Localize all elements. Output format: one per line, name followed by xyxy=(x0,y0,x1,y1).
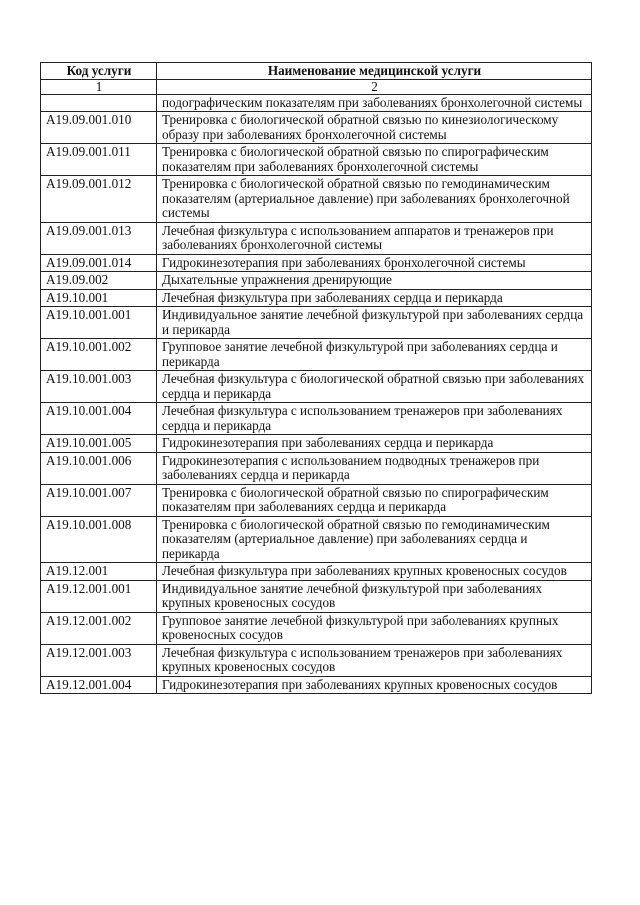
service-name: Тренировка с биологической обратной связью по спирографическим показателям при заболеваниях сердца и перикарда xyxy=(157,484,592,516)
service-code: A19.10.001.004 xyxy=(41,403,157,435)
service-name: Гидрокинезотерапия при заболеваниях сердца и перикарда xyxy=(157,435,592,453)
service-name: подографическим показателям при заболеваниях бронхолегочной системы xyxy=(157,94,592,112)
table-row xyxy=(41,339,592,371)
table-row xyxy=(41,176,592,223)
table-row xyxy=(41,272,592,290)
service-code: A19.09.001.010 xyxy=(41,112,157,144)
service-name: Гидрокинезотерапия при заболеваниях крупных кровеносных сосудов xyxy=(157,676,592,694)
service-name: Гидрокинезотерапия с использованием подводных тренажеров при заболеваниях сердца и перикарда xyxy=(157,452,592,484)
table-row xyxy=(41,644,592,676)
service-name: Групповое занятие лечебной физкультурой при заболеваниях крупных кровеносных сосудов xyxy=(157,612,592,644)
table-row xyxy=(41,484,592,516)
table-row xyxy=(41,307,592,339)
header-row xyxy=(41,63,592,80)
table-body xyxy=(41,94,592,694)
service-name: Тренировка с биологической обратной связью по гемодинамическим показателям (артериальное давление) при заболеваниях сердца и перикарда xyxy=(157,516,592,563)
table-row xyxy=(41,371,592,403)
service-name: Индивидуальное занятие лечебной физкультурой при заболеваниях крупных кровеносных сосудов xyxy=(157,580,592,612)
service-name: Тренировка с биологической обратной связью по кинезиологическому образу при заболеваниях бронхолегочной системы xyxy=(157,112,592,144)
service-name: Индивидуальное занятие лечебной физкультурой при заболеваниях сердца и перикарда xyxy=(157,307,592,339)
service-code: A19.10.001.005 xyxy=(41,435,157,453)
service-code: A19.09.001.014 xyxy=(41,254,157,272)
service-name: Лечебная физкультура при заболеваниях сердца и перикарда xyxy=(157,289,592,307)
service-name: Гидрокинезотерапия при заболеваниях бронхолегочной системы xyxy=(157,254,592,272)
service-code: A19.10.001.003 xyxy=(41,371,157,403)
service-code: A19.10.001.007 xyxy=(41,484,157,516)
table-row xyxy=(41,612,592,644)
table-row xyxy=(41,254,592,272)
service-code: A19.12.001.001 xyxy=(41,580,157,612)
table-row xyxy=(41,112,592,144)
table-row xyxy=(41,676,592,694)
service-name: Групповое занятие лечебной физкультурой при заболеваниях сердца и перикарда xyxy=(157,339,592,371)
service-code: A19.09.001.011 xyxy=(41,144,157,176)
service-name: Лечебная физкультура с использованием тренажеров при заболеваниях крупных кровеносных сосудов xyxy=(157,644,592,676)
service-code: A19.09.002 xyxy=(41,272,157,290)
service-code xyxy=(41,94,157,112)
service-code: A19.09.001.013 xyxy=(41,222,157,254)
service-code: A19.10.001.008 xyxy=(41,516,157,563)
service-name: Тренировка с биологической обратной связью по гемодинамическим показателям (артериальное давление) при заболеваниях бронхолегочной системы xyxy=(157,176,592,223)
service-name: Дыхательные упражнения дренирующие xyxy=(157,272,592,290)
table-row xyxy=(41,289,592,307)
service-code: A19.12.001.004 xyxy=(41,676,157,694)
table-row xyxy=(41,144,592,176)
table-row xyxy=(41,580,592,612)
service-code: A19.09.001.012 xyxy=(41,176,157,223)
service-name: Лечебная физкультура с использованием тренажеров при заболеваниях сердца и перикарда xyxy=(157,403,592,435)
column-number-1: 1 xyxy=(41,79,157,94)
header-code: Код услуги xyxy=(41,63,157,80)
table-row xyxy=(41,563,592,581)
table-row xyxy=(41,435,592,453)
service-name: Лечебная физкультура с использованием аппаратов и тренажеров при заболеваниях бронхолегочной системы xyxy=(157,222,592,254)
service-code: A19.12.001 xyxy=(41,563,157,581)
service-name: Лечебная физкультура при заболеваниях крупных кровеносных сосудов xyxy=(157,563,592,581)
service-code: A19.10.001 xyxy=(41,289,157,307)
medical-services-table xyxy=(40,62,592,694)
service-code: A19.10.001.001 xyxy=(41,307,157,339)
table-row xyxy=(41,222,592,254)
table-row xyxy=(41,516,592,563)
table-row xyxy=(41,403,592,435)
service-name: Лечебная физкультура с биологической обратной связью при заболеваниях сердца и перикарда xyxy=(157,371,592,403)
service-code: A19.10.001.002 xyxy=(41,339,157,371)
column-number-2: 2 xyxy=(157,79,592,94)
table-row xyxy=(41,452,592,484)
service-name: Тренировка с биологической обратной связью по спирографическим показателям при заболеваниях бронхолегочной системы xyxy=(157,144,592,176)
table-row xyxy=(41,94,592,112)
service-code: A19.12.001.002 xyxy=(41,612,157,644)
header-service-name: Наименование медицинской услуги xyxy=(157,63,592,80)
service-code: A19.10.001.006 xyxy=(41,452,157,484)
service-code: A19.12.001.003 xyxy=(41,644,157,676)
column-number-row xyxy=(41,79,592,94)
